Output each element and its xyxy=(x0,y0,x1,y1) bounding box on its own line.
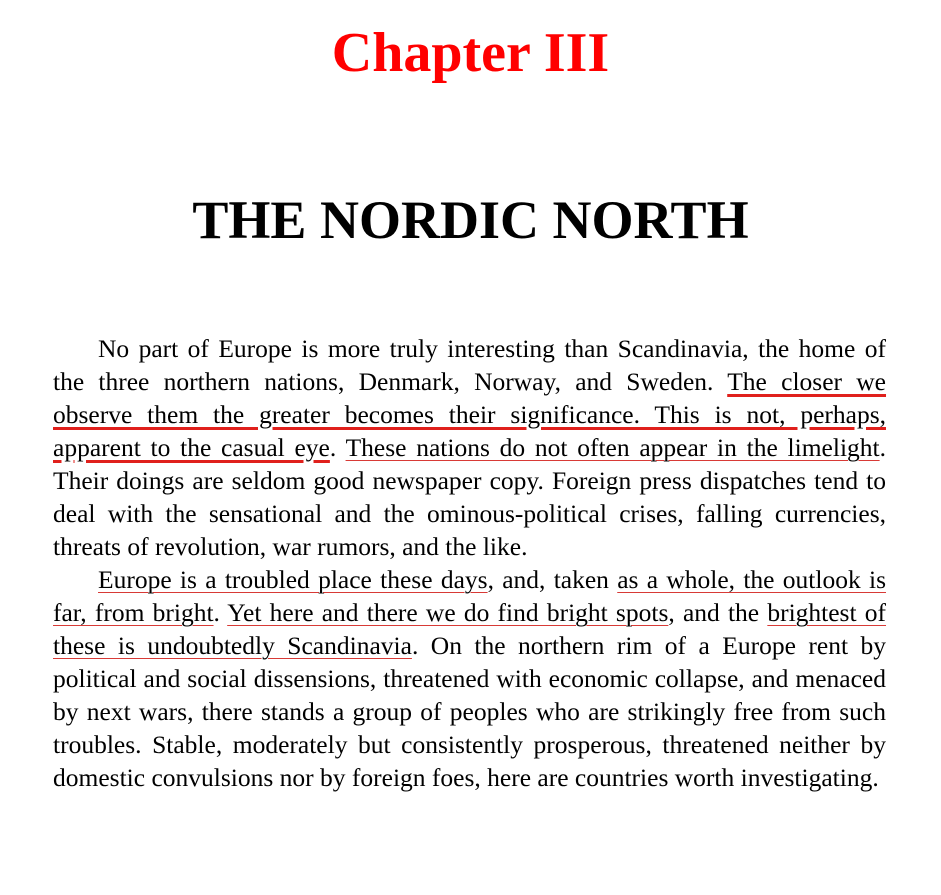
text-segment: . xyxy=(329,433,346,462)
text-segment: No part of Europe is more truly interesting than Scandinavia, the home of the three northern nations, Denmark, Norway, and Sweden. xyxy=(53,334,886,396)
paragraph-1 xyxy=(53,332,886,563)
highlighted-text[interactable]: brightest of these is undoubtedly Scandinavia xyxy=(53,598,887,660)
paragraph-2 xyxy=(53,563,886,794)
highlighted-text[interactable]: These nations do not often appear in the limelight xyxy=(345,433,880,462)
text-segment: , and, taken xyxy=(487,565,618,594)
text-segment: . Their doings are seldom good newspaper copy. Foreign press dispatches tend to deal with the sensational and the ominous-political crises, falling currencies, threats of revolution, war rumors, and the like. xyxy=(53,433,886,561)
chapter-label: Chapter III xyxy=(331,22,610,84)
text-segment: . xyxy=(213,598,228,627)
highlighted-text[interactable]: Europe is a troubled place these days xyxy=(98,565,488,594)
highlighted-text[interactable]: as a whole, the outlook is far, from bright xyxy=(53,565,886,627)
highlighted-text[interactable]: Yet here and there we do find bright spots xyxy=(227,598,669,627)
chapter-title: THE NORDIC NORTH xyxy=(192,190,749,250)
text-segment: , and the xyxy=(668,598,768,627)
highlighted-text[interactable]: The closer we observe them the greater becomes their significance. This is not, perhaps, apparent to the casual eye xyxy=(53,367,887,462)
body-text xyxy=(53,332,886,794)
text-segment: . On the northern rim of a Europe rent by political and social dissensions, threatened with economic collapse, and menaced by next wars, there stands a group of peoples who are strikingly free from such troubles. Stable, moderately but consistently prosperous, threatened neither by domestic convulsions nor by foreign foes, here are countries worth investigating. xyxy=(53,631,886,792)
